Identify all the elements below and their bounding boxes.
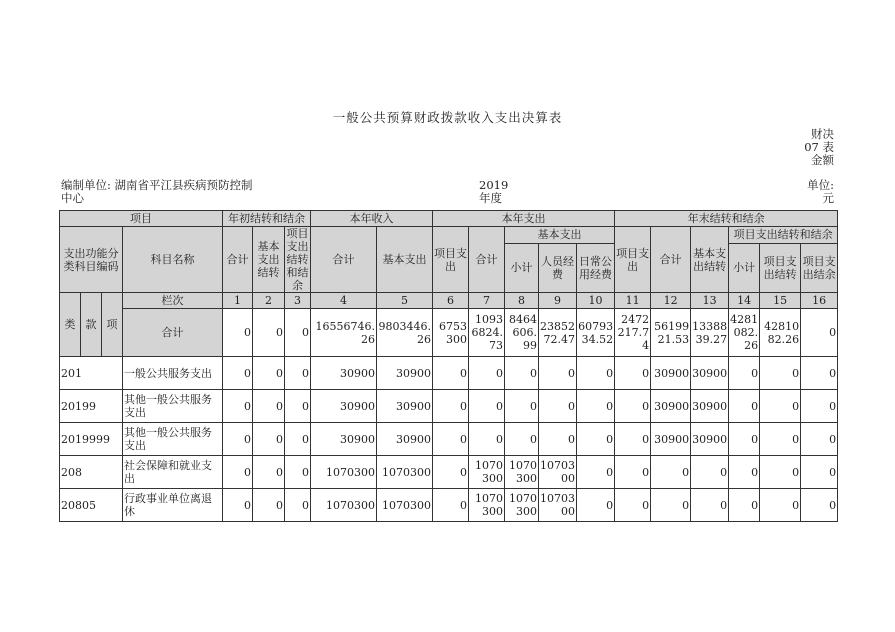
row-cell: 1070300 bbox=[539, 489, 577, 522]
row-cell: 0 bbox=[801, 390, 838, 423]
column-number: 14 bbox=[729, 293, 760, 309]
row-cell: 0 bbox=[285, 390, 311, 423]
header-income-basic: 基本支出 bbox=[377, 227, 433, 293]
row-cell: 0 bbox=[433, 357, 469, 390]
total-cell: 10936824.73 bbox=[469, 309, 505, 357]
header-project-carry: 项目支出结转和结余 bbox=[285, 227, 311, 293]
column-number: 16 bbox=[801, 293, 838, 309]
total-cell: 9803446.26 bbox=[377, 309, 433, 357]
table-row bbox=[60, 456, 838, 489]
row-cell: 0 bbox=[760, 489, 801, 522]
row-cell: 0 bbox=[615, 357, 651, 390]
header-close-proj-group: 项目支出结转和结余 bbox=[729, 227, 838, 244]
row-code: 20199 bbox=[60, 390, 123, 423]
row-cell: 30900 bbox=[691, 423, 729, 456]
total-cell: 8464606.99 bbox=[505, 309, 539, 357]
column-number: 8 bbox=[505, 293, 539, 309]
table-row bbox=[60, 357, 838, 390]
header-expenditure: 本年支出 bbox=[433, 211, 615, 227]
row-cell: 0 bbox=[615, 423, 651, 456]
row-cell: 0 bbox=[223, 489, 253, 522]
row-cell: 0 bbox=[760, 390, 801, 423]
row-cell: 0 bbox=[433, 456, 469, 489]
row-name: 一般公共服务支出 bbox=[123, 357, 223, 390]
column-number: 6 bbox=[433, 293, 469, 309]
data-rows bbox=[60, 357, 838, 522]
header-public-exp: 日常公用经费 bbox=[577, 243, 615, 293]
column-number: 15 bbox=[760, 293, 801, 309]
row-cell: 0 bbox=[433, 423, 469, 456]
row-name: 其他一般公共服务支出 bbox=[123, 423, 223, 456]
unit-value: 元 bbox=[822, 191, 834, 205]
row-cell: 0 bbox=[577, 357, 615, 390]
row-cell: 0 bbox=[760, 423, 801, 456]
total-cell: 0 bbox=[223, 309, 253, 357]
total-cell: 16556746.26 bbox=[311, 309, 377, 357]
row-cell: 0 bbox=[729, 357, 760, 390]
total-cell: 6079334.52 bbox=[577, 309, 615, 357]
row-code: 20805 bbox=[60, 489, 123, 522]
row-cell: 0 bbox=[691, 489, 729, 522]
row-cell: 0 bbox=[253, 423, 285, 456]
column-number: 3 bbox=[285, 293, 311, 309]
column-number: 1 bbox=[223, 293, 253, 309]
column-number: 7 bbox=[469, 293, 505, 309]
column-number: 10 bbox=[577, 293, 615, 309]
row-cell: 0 bbox=[223, 390, 253, 423]
header-item: 项目 bbox=[60, 211, 223, 227]
row-name: 社会保障和就业支出 bbox=[123, 456, 223, 489]
row-cell: 1070300 bbox=[377, 489, 433, 522]
total-cell: 1338839.27 bbox=[691, 309, 729, 357]
fiscal-year bbox=[479, 179, 508, 205]
header-close-subtotal: 小计 bbox=[729, 243, 760, 293]
row-cell: 0 bbox=[539, 423, 577, 456]
row-cell: 0 bbox=[539, 390, 577, 423]
row-cell: 0 bbox=[729, 423, 760, 456]
row-cell: 30900 bbox=[311, 423, 377, 456]
row-cell: 30900 bbox=[651, 390, 691, 423]
row-cell: 0 bbox=[223, 423, 253, 456]
header-basic-carry: 基本支出结转 bbox=[253, 227, 285, 293]
row-cell: 30900 bbox=[651, 357, 691, 390]
row-cell: 0 bbox=[801, 423, 838, 456]
header-column-index: 栏次 bbox=[123, 293, 223, 309]
form-code-line2: 07 表 bbox=[804, 140, 834, 154]
row-cell: 0 bbox=[469, 357, 505, 390]
page-title: 一般公共预算财政拨款收入支出决算表 bbox=[332, 110, 563, 125]
column-number: 2 bbox=[253, 293, 285, 309]
row-cell: 0 bbox=[801, 357, 838, 390]
row-cell: 1070300 bbox=[377, 456, 433, 489]
header-exp-project: 项目支出 bbox=[433, 227, 469, 293]
row-cell: 0 bbox=[433, 489, 469, 522]
row-cell: 0 bbox=[253, 390, 285, 423]
row-cell: 0 bbox=[615, 390, 651, 423]
row-cell: 1070300 bbox=[505, 456, 539, 489]
header-income-total: 合计 bbox=[311, 227, 377, 293]
row-cell: 0 bbox=[285, 357, 311, 390]
row-cell: 30900 bbox=[651, 423, 691, 456]
row-cell: 0 bbox=[253, 357, 285, 390]
row-cell: 0 bbox=[223, 456, 253, 489]
table-row bbox=[60, 390, 838, 423]
header-exp-subtotal: 小计 bbox=[505, 243, 539, 293]
org-line2: 中心 bbox=[61, 191, 84, 205]
row-cell: 0 bbox=[729, 390, 760, 423]
row-cell: 0 bbox=[729, 456, 760, 489]
total-cell: 0 bbox=[801, 309, 838, 357]
header-exp-total: 合计 bbox=[469, 227, 505, 293]
header-func-code: 支出功能分类科目编码 bbox=[60, 227, 123, 293]
table-row bbox=[60, 489, 838, 522]
column-number: 12 bbox=[651, 293, 691, 309]
header-opening-total: 合计 bbox=[223, 227, 253, 293]
row-name: 行政事业单位离退休 bbox=[123, 489, 223, 522]
org-line1: 编制单位: 湖南省平江县疾病预防控制 bbox=[61, 178, 253, 192]
row-cell: 0 bbox=[505, 357, 539, 390]
header-close-basic-carry: 基本支出结转 bbox=[691, 227, 729, 293]
amount-label: 金额 bbox=[811, 153, 834, 167]
row-cell: 30900 bbox=[311, 390, 377, 423]
row-cell: 0 bbox=[801, 489, 838, 522]
row-cell: 0 bbox=[505, 390, 539, 423]
column-number: 4 bbox=[311, 293, 377, 309]
row-cell: 0 bbox=[691, 456, 729, 489]
column-number: 5 bbox=[377, 293, 433, 309]
header-kuan: 款 bbox=[81, 293, 102, 357]
total-row bbox=[60, 309, 838, 357]
row-cell: 0 bbox=[505, 423, 539, 456]
row-cell: 30900 bbox=[691, 390, 729, 423]
row-cell: 0 bbox=[469, 423, 505, 456]
row-cell: 0 bbox=[539, 357, 577, 390]
row-cell: 0 bbox=[651, 489, 691, 522]
row-name: 其他一般公共服务支出 bbox=[123, 390, 223, 423]
header-income: 本年收入 bbox=[311, 211, 433, 227]
form-code-line1: 财决 bbox=[811, 127, 834, 141]
total-cell: 0 bbox=[285, 309, 311, 357]
header-xiang: 项 bbox=[102, 293, 123, 357]
row-cell: 1070300 bbox=[505, 489, 539, 522]
header-exp-basic-group: 基本支出 bbox=[505, 227, 615, 244]
row-cell: 0 bbox=[801, 456, 838, 489]
row-cell: 0 bbox=[615, 456, 651, 489]
header-opening: 年初结转和结余 bbox=[223, 211, 311, 227]
row-cell: 30900 bbox=[691, 357, 729, 390]
row-cell: 0 bbox=[729, 489, 760, 522]
row-cell: 0 bbox=[253, 489, 285, 522]
header-row-2 bbox=[60, 227, 838, 244]
table-body bbox=[60, 211, 838, 357]
header-row-1 bbox=[60, 211, 838, 227]
column-number: 9 bbox=[539, 293, 577, 309]
header-closing: 年末结转和结余 bbox=[615, 211, 838, 227]
header-close-project: 项目支出 bbox=[615, 227, 651, 293]
header-close-total: 合计 bbox=[651, 227, 691, 293]
header-proj-carry: 项目支出结转 bbox=[760, 243, 801, 293]
row-cell: 30900 bbox=[311, 357, 377, 390]
header-proj-surplus: 项目支出结余 bbox=[801, 243, 838, 293]
header-subject-name: 科目名称 bbox=[123, 227, 223, 293]
row-cell: 1070300 bbox=[539, 456, 577, 489]
column-number: 11 bbox=[615, 293, 651, 309]
row-cell: 0 bbox=[651, 456, 691, 489]
row-cell: 0 bbox=[577, 390, 615, 423]
row-cell: 1070300 bbox=[469, 489, 505, 522]
total-cell: 2385272.47 bbox=[539, 309, 577, 357]
unit-label: 单位: bbox=[807, 178, 834, 192]
form-code bbox=[804, 128, 834, 167]
row-cell: 0 bbox=[253, 456, 285, 489]
row-cell: 0 bbox=[615, 489, 651, 522]
row-cell: 0 bbox=[223, 357, 253, 390]
total-cell: 0 bbox=[253, 309, 285, 357]
row-cell: 0 bbox=[285, 456, 311, 489]
row-cell: 1070300 bbox=[311, 489, 377, 522]
row-cell: 0 bbox=[577, 456, 615, 489]
row-cell: 30900 bbox=[377, 357, 433, 390]
year-line2: 年度 bbox=[479, 191, 502, 205]
year-line1: 2019 bbox=[479, 178, 509, 192]
row-cell: 0 bbox=[760, 357, 801, 390]
row-cell: 1070300 bbox=[311, 456, 377, 489]
total-cell: 4281082.26 bbox=[760, 309, 801, 357]
row-cell: 30900 bbox=[377, 423, 433, 456]
total-cell: 2472217.74 bbox=[615, 309, 651, 357]
row-cell: 30900 bbox=[377, 390, 433, 423]
row-cell: 0 bbox=[577, 423, 615, 456]
row-cell: 0 bbox=[760, 456, 801, 489]
budget-table bbox=[59, 210, 838, 522]
column-number: 13 bbox=[691, 293, 729, 309]
row-cell: 0 bbox=[285, 489, 311, 522]
total-label: 合计 bbox=[123, 309, 223, 357]
header-lei: 类 bbox=[60, 293, 81, 357]
row-cell: 0 bbox=[285, 423, 311, 456]
unit bbox=[807, 179, 834, 205]
org-name bbox=[61, 179, 253, 205]
total-cell: 5619921.53 bbox=[651, 309, 691, 357]
column-number-row bbox=[60, 293, 838, 309]
row-cell: 0 bbox=[577, 489, 615, 522]
total-cell: 6753300 bbox=[433, 309, 469, 357]
row-cell: 0 bbox=[469, 390, 505, 423]
total-cell: 4281082.26 bbox=[729, 309, 760, 357]
table-row bbox=[60, 423, 838, 456]
row-code: 208 bbox=[60, 456, 123, 489]
header-personnel: 人员经费 bbox=[539, 243, 577, 293]
row-cell: 0 bbox=[433, 390, 469, 423]
row-code: 2019999 bbox=[60, 423, 123, 456]
row-cell: 1070300 bbox=[469, 456, 505, 489]
row-code: 201 bbox=[60, 357, 123, 390]
